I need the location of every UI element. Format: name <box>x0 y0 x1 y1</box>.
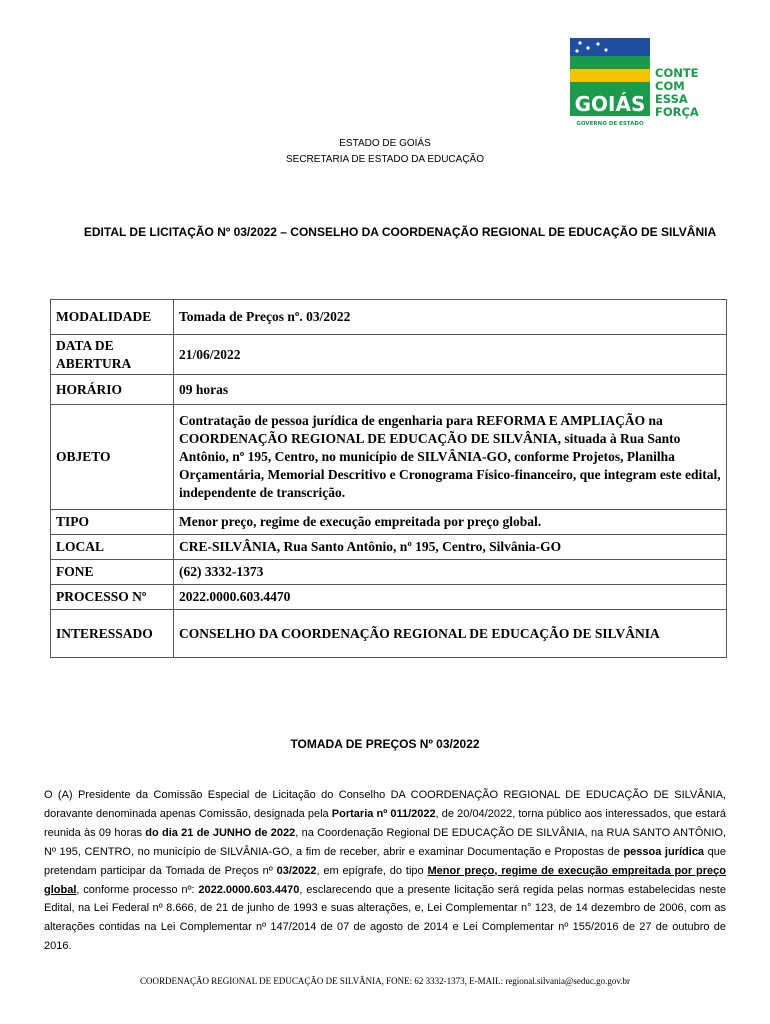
logo-flag-yellow-stripe <box>570 69 650 82</box>
row-value: 21/06/2022 <box>174 335 727 375</box>
row-label: MODALIDADE <box>51 300 174 335</box>
table-row <box>51 375 727 405</box>
body-bold-entity: pessoa jurídica <box>623 845 705 858</box>
section-title: TOMADA DE PREÇOS Nº 03/2022 <box>290 737 480 751</box>
row-value: Tomada de Preços nº. 03/2022 <box>174 300 727 335</box>
logo-flag-green-stripe <box>570 56 650 69</box>
logo-tagline-2: COM <box>655 79 685 93</box>
body-text-5: , em epígrafe, do tipo <box>316 864 428 877</box>
page-footer: COORDENAÇÃO REGIONAL DE EDUCAÇÃO DE SILVÂNIA, FONE: 62 3332-1373, E-MAIL: regional.silvania@seduc.go.gov.br <box>140 976 630 986</box>
header-state: ESTADO DE GOIÁS <box>339 138 431 149</box>
table-row <box>51 610 727 658</box>
row-value: Menor preço, regime de execução empreitada por preço global. <box>174 510 727 535</box>
document-header <box>0 136 770 168</box>
table-row <box>51 405 727 510</box>
body-bold-number: 03/2022 <box>276 864 317 877</box>
table-row <box>51 535 727 560</box>
logo-tagline <box>655 66 699 119</box>
body-bold-process: 2022.0000.603.4470 <box>198 883 300 896</box>
logo-tagline-1: CONTE <box>655 66 699 80</box>
body-bold-portaria: Portaria nº 011/2022 <box>331 807 436 820</box>
body-text-1: O (A) Presidente da Comissão Especial de Licitação do Conselho DA COORDENAÇÃO REGIONAL DE EDUCAÇÃO DE SILVÂNIA, doravante denominada apenas Comissão, designada pela <box>44 789 726 820</box>
row-label: TIPO <box>51 510 174 535</box>
table-row <box>51 560 727 585</box>
row-value: 09 horas <box>174 375 727 405</box>
row-label: INTERESSADO <box>51 610 174 658</box>
edital-info-table <box>50 299 727 658</box>
header-secretariat: SECRETARIA DE ESTADO DA EDUCAÇÃO <box>285 154 484 165</box>
logo-flag-green-stripe-2 <box>570 82 650 88</box>
logo-subtitle: GOVERNO DE ESTADO <box>576 121 644 127</box>
body-text-3: , na Coordenação Regional DE EDUCAÇÃO DE SILVÂNIA, na RUA SANTO ANTÔNIO, Nº 195, CENTRO, no município de SILVÂNIA-GO, a fim de receber, abrir e examinar Documentação e Propostas de <box>44 826 726 858</box>
document-title: EDITAL DE LICITAÇÃO Nº 03/2022 – CONSELHO DA COORDENAÇÃO REGIONAL DE EDUCAÇÃO DE SILVÂNIA <box>83 225 717 239</box>
row-label: FONE <box>51 560 174 585</box>
body-text-6: , conforme processo nº: <box>76 883 199 896</box>
logo-brand-text: GOIÁS <box>574 92 646 116</box>
row-value: CRE-SILVÂNIA, Rua Santo Antônio, nº 195, Centro, Silvânia-GO <box>174 535 727 560</box>
row-label: OBJETO <box>51 405 174 510</box>
logo-tagline-3: ESSA <box>655 92 688 106</box>
body-text-7: , esclarecendo que a presente licitação será regida pelas normas estabelecidas neste Edital, na Lei Federal nº 8.666, de 21 de junho de 1993 e suas alterações, e, Lei Complementar n° 123, de 14 dezembro de 2006, com as alterações contidas na Lei Complementar nº 147/2014 de 07 de agosto de 2014 e Lei Complementar nº 155/2016 de 27 de outubro de 2016. <box>44 883 726 953</box>
logo-tagline-4: FORÇA <box>655 105 699 119</box>
goias-government-logo <box>568 36 708 128</box>
body-text-4: que pretendam participar da Tomada de Preços nº <box>44 845 726 877</box>
logo-flag-blue-field <box>570 38 650 56</box>
row-value: CONSELHO DA COORDENAÇÃO REGIONAL DE EDUCAÇÃO DE SILVÂNIA <box>174 610 727 658</box>
table-row <box>51 335 727 375</box>
table-row <box>51 585 727 610</box>
row-label: PROCESSO Nº <box>51 585 174 610</box>
row-value: Contratação de pessoa jurídica de engenharia para REFORMA E AMPLIAÇÃO na COORDENAÇÃO REGIONAL DE EDUCAÇÃO DE SILVÂNIA, situada à Rua Santo Antônio, nº 195, Centro, no município de SILVÂNIA-GO, conforme Projetos, Planilha Orçamentária, Memorial Descritivo e Cronograma Físico-financeiro, que integram este edital, independente de transcrição. <box>174 405 727 510</box>
row-value: (62) 3332-1373 <box>174 560 727 585</box>
body-bold-type: Menor preço, regime de execução empreitada por preço global <box>44 864 726 896</box>
body-paragraph <box>44 786 726 956</box>
row-value: 2022.0000.603.4470 <box>174 585 727 610</box>
row-label: HORÁRIO <box>51 375 174 405</box>
body-bold-date: do dia 21 de JUNHO de 2022 <box>145 826 296 839</box>
table-row <box>51 510 727 535</box>
row-label: DATA DE ABERTURA <box>51 335 174 375</box>
row-label: LOCAL <box>51 535 174 560</box>
body-text-2: , de 20/04/2022, torna público aos interessados, que estará reunida às 09 horas <box>44 807 726 839</box>
table-row <box>51 300 727 335</box>
